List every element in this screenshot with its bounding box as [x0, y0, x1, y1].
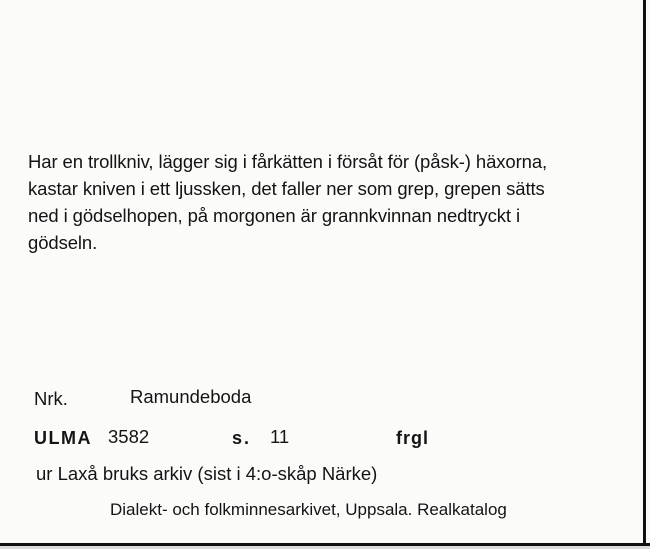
- record-text-line-1: Har en trollkniv, lägger sig i fårkätten i försåt för (påsk-) häxorna,: [28, 151, 548, 172]
- source-note: ur Laxå bruks arkiv (sist i 4:o-skåp Närke): [36, 463, 378, 484]
- page-label: s.: [232, 428, 252, 448]
- record-text-line-2: kastar kniven i ett ljussken, det faller ner som grep, grepen sätts: [28, 178, 545, 199]
- page-number: 11: [270, 426, 290, 447]
- card-right-border: [643, 0, 646, 545]
- nrk-label: Nrk.: [34, 388, 68, 409]
- record-text-line-3: ned i gödselhopen, på morgonen är grannkvinnan nedtryckt i: [28, 205, 520, 226]
- record-text-line-4: gödseln.: [28, 232, 98, 253]
- frgl-code: frgl: [396, 428, 429, 448]
- archive-footer: Dialekt- och folkminnesarkivet, Uppsala. Realkatalog: [110, 500, 507, 519]
- ulma-label: ULMA: [34, 428, 92, 448]
- record-text: [28, 148, 618, 256]
- place-name: Ramundeboda: [130, 386, 252, 407]
- ulma-number: 3582: [108, 426, 150, 447]
